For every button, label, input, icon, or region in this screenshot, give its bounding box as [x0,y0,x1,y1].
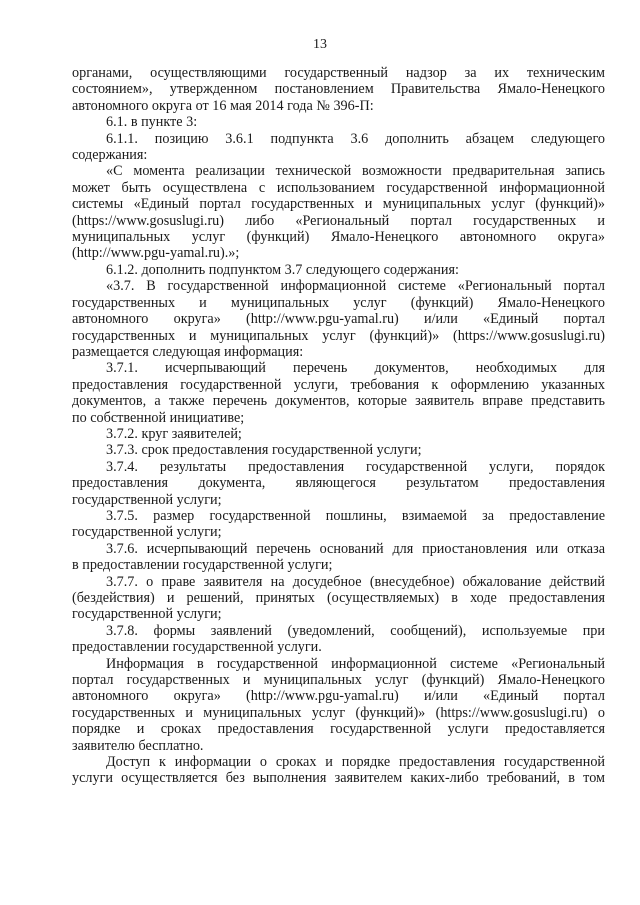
text-line: 3.7.2. круг заявителей; [106,425,242,442]
text-line: 6.1.1. позицию 3.6.1 подпункта 3.6 дополнить абзацем следующего [106,130,605,147]
text-line: 6.1. в пункте 3: [106,114,198,131]
text-line: автономного округа» (http://www.pgu-yamal.ru) и/или «Единый портал [72,688,605,705]
text-line: в предоставлении государственной услуги; [72,557,333,574]
text-line: государственных и муниципальных услуг (функций)» (https://www.gosuslugi.ru) [72,327,605,344]
text-line: автономного округа» (http://www.pgu-yamal.ru) и/или «Единый портал [72,311,605,328]
text-line: государственной услуги; [72,524,222,541]
text-line: Доступ к информации о сроках и порядке предоставления государственной [106,754,605,771]
text-line: предоставления документа, являющегося результатом предоставления [72,475,605,492]
text-line: (бездействия) и решений, принятых (осуществляемых) в ходе предоставления [72,590,605,606]
paragraph-p6-1 [72,114,605,130]
text-line: государственной услуги; [72,606,222,623]
paragraph-p3-7-1 [72,360,605,426]
text-line: 3.7.8. формы заявлений (уведомлений, сообщений), используемые при [106,622,605,639]
paragraph-p3-7-7 [72,574,605,623]
paragraph-info [72,656,605,754]
text-line: содержания: [72,147,148,164]
text-line: органами, осуществляющими государственный надзор за их техническим [72,65,605,81]
text-line: портал государственных и муниципальных услуг (функций) Ямало-Ненецкого [72,672,605,689]
paragraph-access [72,754,605,787]
paragraph-p3-7-4 [72,459,605,508]
paragraph-intro [72,65,605,114]
paragraph-p3-7-6 [72,541,605,574]
text-line: размещается следующая информация: [72,343,304,360]
text-line: автономного округа от 16 мая 2014 года № 396-П: [72,97,374,114]
text-line: 3.7.7. о праве заявителя на досудебное (внесудебное) обжалование действий [106,573,605,590]
text-line: (http://www.pgu-yamal.ru).»; [72,245,240,262]
text-line: Информация в государственной информационной системе «Региональный [106,655,605,672]
text-line: по собственной инициативе; [72,409,245,426]
text-line: состоянием», утвержденном постановлением Правительства Ямало-Ненецкого [72,81,605,98]
text-line: «3.7. В государственной информационной системе «Региональный портал [106,278,605,295]
text-line: 3.7.5. размер государственной пошлины, взимаемой за предоставление [106,507,605,524]
text-line: порядке и сроках предоставления государственной услуги предоставляется [72,721,605,738]
paragraph-p3-7-3 [72,442,605,458]
text-line: «С момента реализации технической возможности предварительная запись [106,163,605,180]
text-line: 3.7.6. исчерпывающий перечень оснований для приостановления или отказа [106,540,605,557]
paragraph-p3-7 [72,278,605,360]
text-line: государственной услуги; [72,491,222,508]
document-body [72,65,605,787]
text-line: 3.7.4. результаты предоставления государственной услуги, порядок [106,458,605,475]
page-number: 13 [313,37,327,52]
text-line: предоставления государственной услуги, требования к оформлению указанных [72,376,605,393]
text-line: заявителю бесплатно. [72,737,204,754]
text-line: 3.7.3. срок предоставления государственной услуги; [106,442,422,459]
text-line: может быть осуществлена с использованием государственной информационной [72,179,605,196]
text-line: государственных и муниципальных услуг (функций)» (https://www.gosuslugi.ru) о [72,704,605,721]
text-line: системы «Единый портал государственных и муниципальных услуг (функций)» [72,196,605,213]
text-line: муниципальных услуг (функций) Ямало-Ненецкого автономного округа» [72,229,605,246]
paragraph-p6-1-2 [72,262,605,278]
text-line: 6.1.2. дополнить подпунктом 3.7 следующего содержания: [106,261,459,278]
paragraph-p3-7-5 [72,508,605,541]
text-line: услуги осуществляется без выполнения заявителем каких-либо требований, в том [72,770,605,787]
paragraph-quote-1 [72,163,605,261]
text-line: (https://www.gosuslugi.ru) либо «Региональный портал государственных и [72,212,605,229]
text-line: документов, а также перечень документов, которые заявитель вправе представить [72,393,605,410]
text-line: 3.7.1. исчерпывающий перечень документов, необходимых для [106,360,605,377]
paragraph-p6-1-1 [72,131,605,164]
paragraph-p3-7-2 [72,426,605,442]
paragraph-p3-7-8 [72,623,605,656]
text-line: предоставлении государственной услуги. [72,639,322,656]
text-line: государственных и муниципальных услуг (функций) Ямало-Ненецкого [72,294,605,311]
